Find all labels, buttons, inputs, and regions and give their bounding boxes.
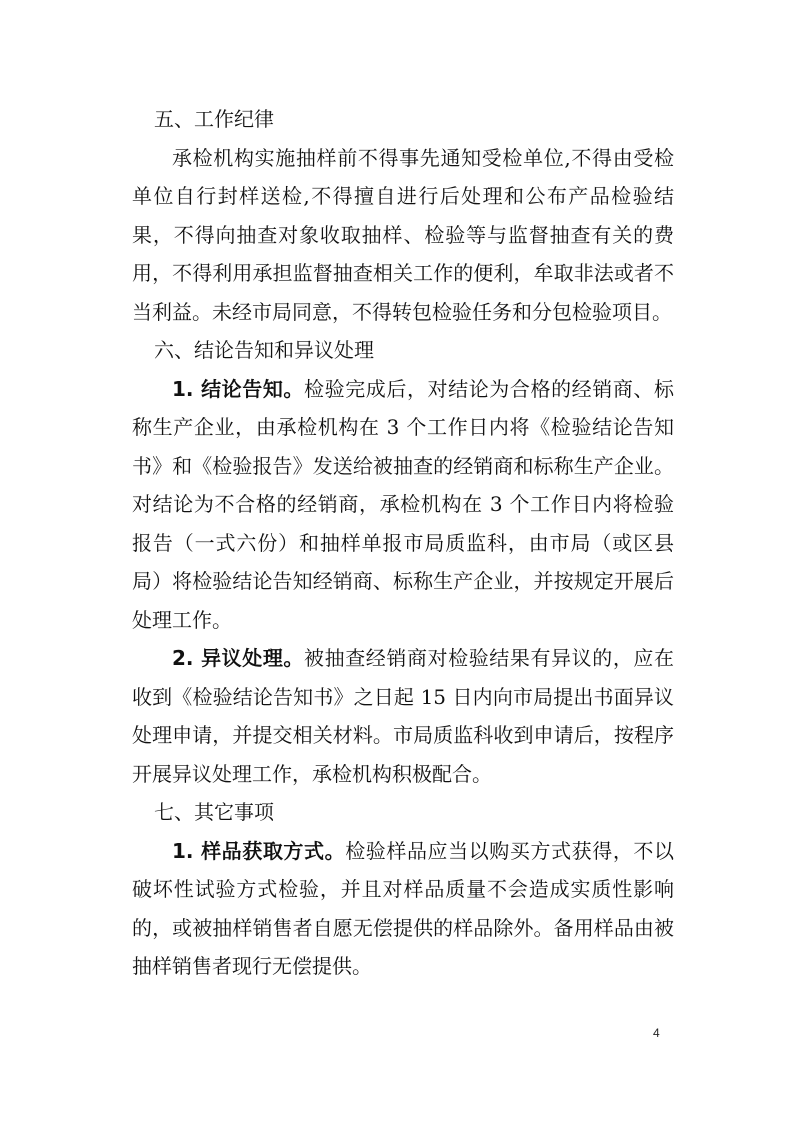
page-number: 4 bbox=[653, 1026, 660, 1040]
paragraph-text-objection-handling: 被抽查经销商对检验结果有异议的，应在收到《检验结论告知书》之日起 15 日内向市局提出书面异议处理申请，并提交相关材料。市局质监科收到申请后，按程序开展异议处理工作，承检机构积极配合。 bbox=[132, 646, 675, 786]
paragraph-sample-acquisition bbox=[132, 832, 674, 986]
paragraph-work-discipline: 承检机构实施抽样前不得事先通知受检单位,不得由受检单位自行封样送检,不得擅自进行后处理和公布产品检验结果，不得向抽查对象收取抽样、检验等与监督抽查有关的费用，不得利用承担监督抽查相关工作的便利，牟取非法或者不当利益。未经市局同意，不得转包检验任务和分包检验项目。 bbox=[132, 145, 674, 324]
section-heading-6: 六、结论告知和异议处理 bbox=[154, 338, 374, 362]
paragraph-conclusion-notice bbox=[132, 370, 674, 640]
paragraph-lead-sample-acquisition: 1. 样品获取方式。 bbox=[172, 838, 346, 863]
section-heading-7: 七、其它事项 bbox=[154, 800, 274, 824]
document-body bbox=[132, 100, 674, 986]
paragraph-lead-objection-handling: 2. 异议处理。 bbox=[172, 646, 305, 670]
paragraph-objection-handling bbox=[132, 639, 674, 793]
section-heading-5: 五、工作纪律 bbox=[154, 107, 274, 131]
paragraph-text-sample-acquisition: 检验样品应当以购买方式获得，不以破坏性试验方式检验，并且对样品质量不会造成实质性影响的，或被抽样销售者自愿无偿提供的样品除外。备用样品由被抽样销售者现行无偿提供。 bbox=[132, 838, 675, 978]
paragraph-text-conclusion-notice: 检验完成后，对结论为合格的经销商、标称生产企业，由承检机构在 3 个工作日内将《检验结论告知书》和《检验报告》发送给被抽查的经销商和标称生产企业。对结论为不合格的经销商，承检机构在 3 个工作日内将检验报告（一式六份）和抽样单报市局质监科，由市局（或区县局）将检验结论告知经销商、标称生产企业，并按规定开展后处理工作。 bbox=[132, 376, 675, 632]
paragraph-lead-conclusion-notice: 1. 结论告知。 bbox=[172, 376, 305, 401]
